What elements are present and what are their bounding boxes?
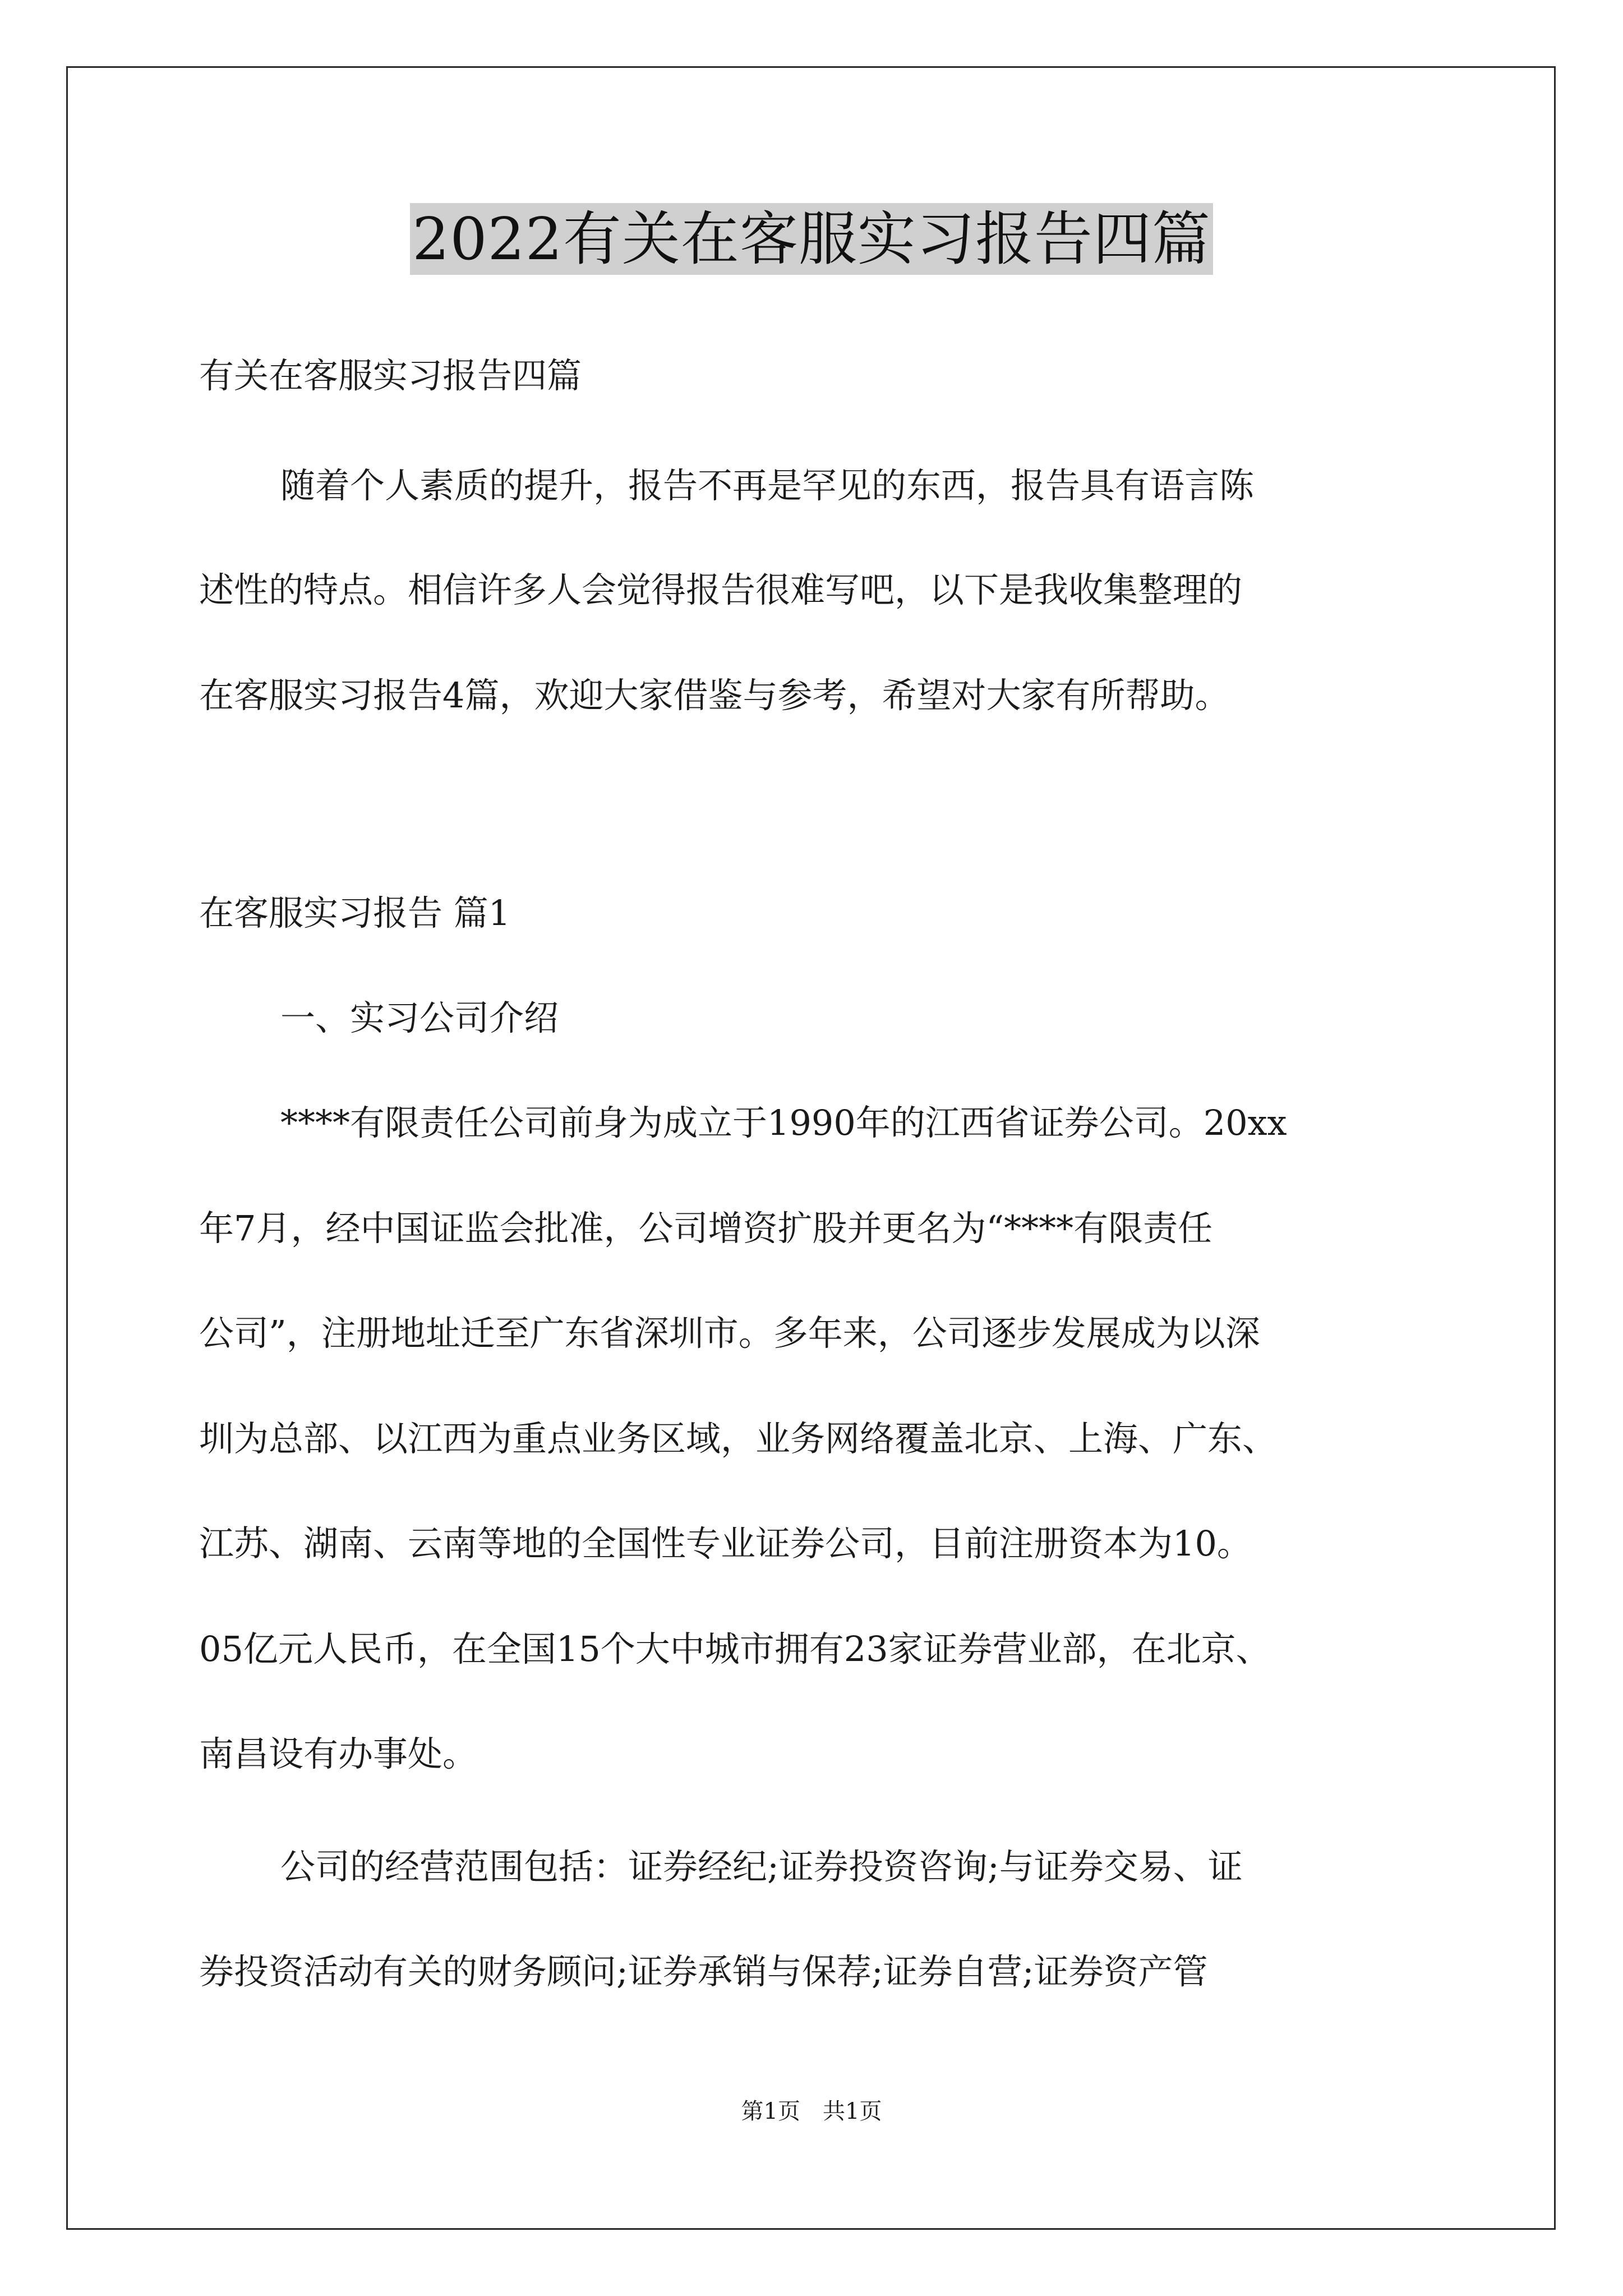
intro-paragraph-line-1: 随着个人素质的提升，报告不再是罕见的东西，报告具有语言陈 (280, 465, 1255, 506)
company-paragraph-line-6: 05亿元人民币，在全国15个大中城市拥有23家证券营业部，在北京、 (199, 1628, 1271, 1669)
intro-paragraph-line-3: 在客服实习报告4篇，欢迎大家借鉴与参考，希望对大家有所帮助。 (199, 675, 1230, 716)
page-number-footer: 第1页 共1页 (741, 2099, 882, 2124)
section-heading: 在客服实习报告 篇1 (199, 892, 511, 933)
company-paragraph-line-7: 南昌设有办事处。 (199, 1733, 478, 1774)
company-paragraph-line-4: 圳为总部、以江西为重点业务区域，业务网络覆盖北京、上海、广东、 (199, 1418, 1278, 1459)
company-paragraph-line-1: ****有限责任公司前身为成立于1990年的江西省证券公司。20xx (280, 1102, 1287, 1143)
scope-paragraph-line-2: 券投资活动有关的财务顾问;证券承销与保荐;证券自营;证券资产管 (199, 1951, 1208, 1992)
subsection-heading: 一、实习公司介绍 (280, 997, 559, 1038)
title-container (0, 203, 1623, 275)
company-paragraph-line-2: 年7月，经中国证监会批准，公司增资扩股并更名为“****有限责任 (199, 1208, 1213, 1249)
scope-paragraph-line-1: 公司的经营范围包括：证券经纪;证券投资咨询;与证券交易、证 (280, 1846, 1243, 1887)
document-title: 2022有关在客服实习报告四篇 (410, 203, 1213, 275)
company-paragraph-line-5: 江苏、湖南、云南等地的全国性专业证券公司，目前注册资本为10。 (199, 1523, 1252, 1564)
subtitle-line: 有关在客服实习报告四篇 (199, 355, 582, 396)
intro-paragraph-line-2: 述性的特点。相信许多人会觉得报告很难写吧，以下是我收集整理的 (199, 569, 1243, 610)
company-paragraph-line-3: 公司”，注册地址迁至广东省深圳市。多年来，公司逐步发展成为以深 (199, 1313, 1260, 1354)
